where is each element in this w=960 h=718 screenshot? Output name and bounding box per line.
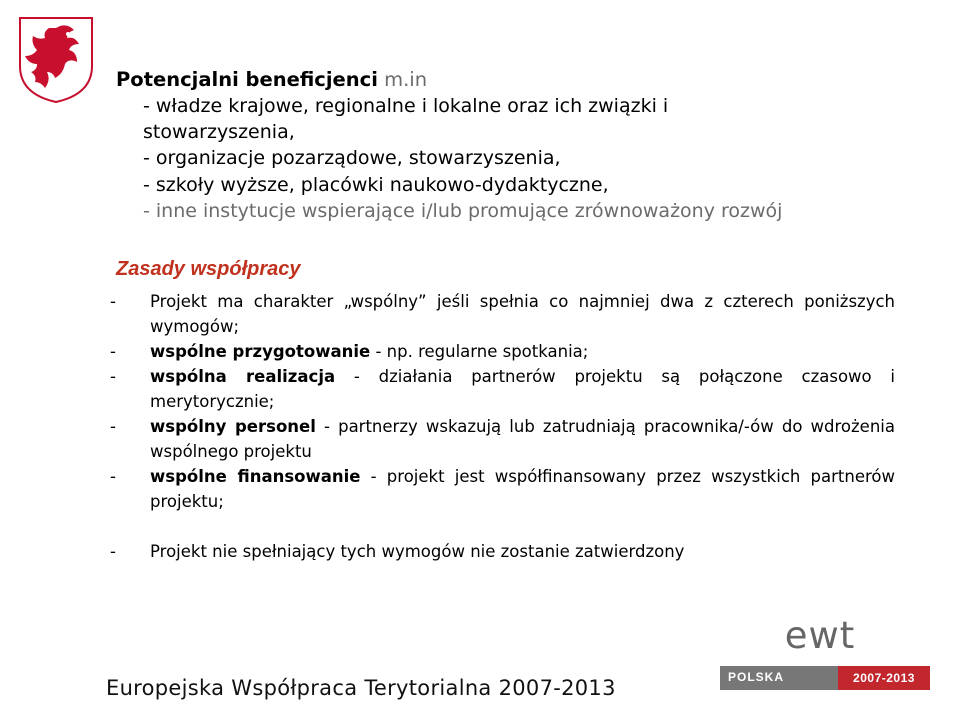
rule-bold: wspólny personel xyxy=(150,417,316,436)
rule-dash: - xyxy=(110,417,116,436)
rule-text: - działania partnerów projektu są połączone czasowo i merytorycznie; xyxy=(150,367,895,411)
rule-dash: - xyxy=(110,342,116,361)
rule-dash: - xyxy=(110,467,116,486)
beneficiaries-list xyxy=(143,93,923,224)
ewt-logo xyxy=(710,614,930,694)
rule-item xyxy=(110,339,895,364)
rule-item xyxy=(110,539,895,564)
rule-text: - projekt jest współfinansowany przez wszystkich partnerów projektu; xyxy=(150,467,895,511)
list-item: - szkoły wyższe, placówki naukowo-dydaktyczne, xyxy=(143,173,609,196)
rule-text: - partnerzy wskazują lub zatrudniają pracownika/-ów do wdrożenia wspólnego projektu xyxy=(150,417,895,461)
rule-item xyxy=(110,364,895,414)
rule-text: Projekt ma charakter „wspólny” jeśli spełnia co najmniej dwa z czterech poniższych wymogów; xyxy=(150,292,895,336)
section-title: Zasady współpracy xyxy=(116,258,301,280)
ewt-logo-word: ewt xyxy=(784,614,856,657)
footer-title: Europejska Współpraca Terytorialna 2007-2013 xyxy=(106,676,616,700)
griffin-coat-of-arms-icon xyxy=(16,14,96,104)
ewt-logo-years: 2007-2013 xyxy=(838,666,930,690)
rule-text: Projekt nie spełniający tych wymogów nie zostanie zatwierdzony xyxy=(150,542,685,561)
beneficiaries-title: Potencjalni beneficjenci xyxy=(116,68,378,91)
ewt-logo-bar xyxy=(720,666,930,690)
rule-item xyxy=(110,414,895,464)
list-item: - organizacje pozarządowe, stowarzyszenia, xyxy=(143,147,561,170)
rule-text: - np. regularne spotkania; xyxy=(370,342,589,361)
list-item: - inne instytucje wspierające i/lub promujące zrównoważony rozwój xyxy=(143,199,783,222)
rule-dash: - xyxy=(110,292,116,311)
rule-item xyxy=(110,289,895,339)
rule-bold: wspólne przygotowanie xyxy=(150,342,371,361)
list-item: - władze krajowe, regionalne i lokalne oraz ich związki i xyxy=(143,95,669,117)
ewt-logo-country: POLSKA xyxy=(728,670,785,684)
rule-item xyxy=(110,464,895,514)
list-item: stowarzyszenia, xyxy=(143,121,295,144)
rule-bold: wspólna realizacja xyxy=(150,367,336,386)
beneficiaries-heading xyxy=(116,67,427,93)
rule-bold: wspólne finansowanie xyxy=(150,467,361,486)
rule-dash: - xyxy=(110,367,116,386)
beneficiaries-title-suffix: m.in xyxy=(377,68,428,91)
rule-dash: - xyxy=(110,542,116,561)
cooperation-rules xyxy=(110,289,895,564)
